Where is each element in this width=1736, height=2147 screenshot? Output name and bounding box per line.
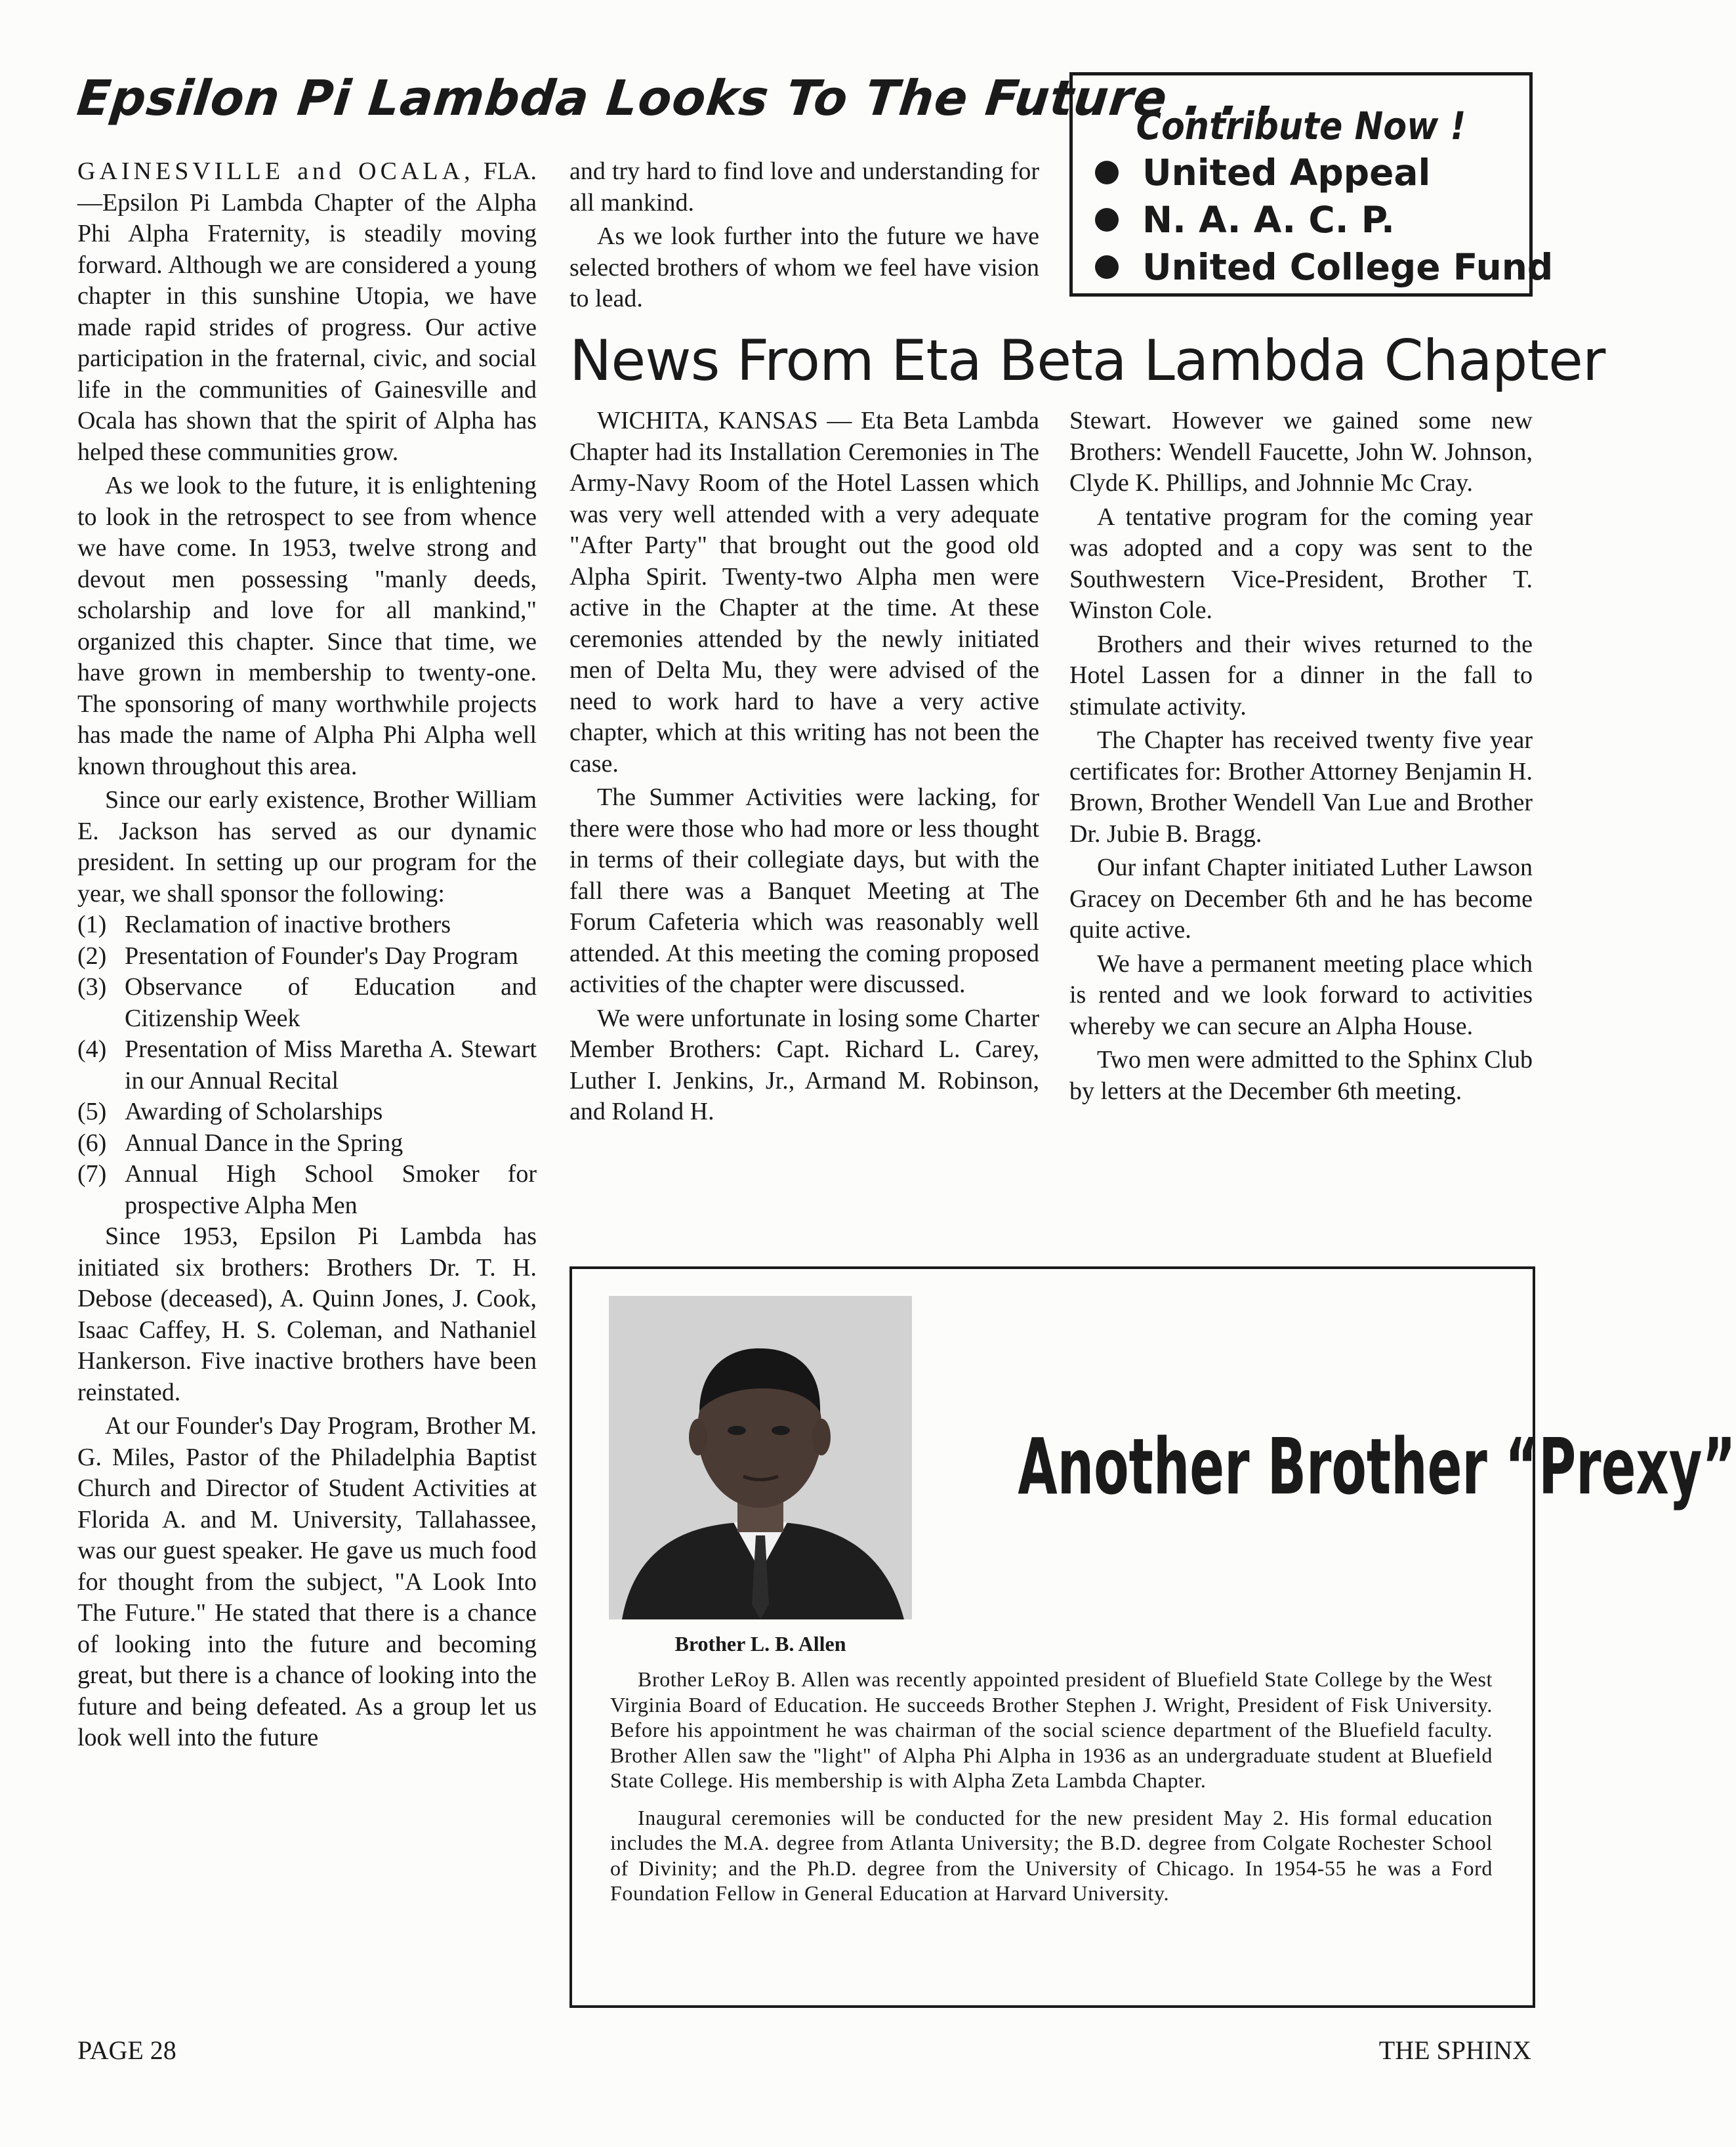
eta-article-column-1	[569, 406, 1039, 1128]
list-number: (7)	[77, 1160, 107, 1188]
appeal-label: United Appeal	[1142, 152, 1431, 194]
article-paragraph: and try hard to find love and understanding for all mankind.	[569, 157, 1039, 217]
list-text: Annual Dance in the Spring	[125, 1129, 403, 1157]
list-number: (5)	[77, 1098, 107, 1125]
article-paragraph: Two men were admitted to the Sphinx Club by letters at the December 6th meeting.	[1069, 1046, 1533, 1105]
page-number: PAGE 28	[77, 2035, 176, 2065]
dateline	[77, 156, 537, 468]
portrait-illustration	[609, 1296, 912, 1619]
eta-beta-lambda-headline: News From Eta Beta Lambda Chapter	[569, 328, 1605, 394]
list-item	[77, 972, 537, 1034]
bullet-icon	[1095, 255, 1119, 279]
eta-article-column-2	[1069, 406, 1533, 1107]
prexy-headline: Another Brother “Prexy”	[1018, 1421, 1736, 1512]
article-paragraph: As we look further into the future we have selected brothers of whom we feel have vision to lead.	[569, 222, 1039, 312]
contribute-now-box	[1069, 72, 1554, 297]
epsilon-pi-lambda-headline: Epsilon Pi Lambda Looks To The Future . . .	[74, 70, 1281, 127]
list-number: (1)	[77, 911, 107, 938]
list-item	[77, 1159, 537, 1221]
list-text: Presentation of Founder's Day Program	[125, 942, 518, 970]
appeal-item	[1095, 149, 1529, 196]
article-paragraph: The Chapter has received twenty five year certificates for: Brother Attorney Benjamin H. Brown, Brother Wendell Van Lue and Brother Dr. Jubie B. Bragg.	[1069, 726, 1533, 848]
list-text: Observance of Education and Citizenship Week	[125, 973, 537, 1032]
list-item	[77, 941, 537, 972]
list-text: Awarding of Scholarships	[125, 1098, 383, 1125]
list-item	[77, 1034, 537, 1096]
appeal-label: United College Fund	[1142, 246, 1554, 288]
list-number: (3)	[77, 973, 107, 1001]
list-number: (6)	[77, 1129, 107, 1157]
list-text: Reclamation of inactive brothers	[125, 911, 451, 938]
list-text: Annual High School Smoker for prospective Alpha Men	[125, 1160, 537, 1219]
article-paragraph: As we look to the future, it is enlightening to look in the retrospect to see from whence we have come. In 1953, twelve strong and devout men possessing "manly deeds, scholarship and love for all mankind," organized this chapter. Since that time, we have grown in membership to twenty-one. The sponsoring of many worthwhile projects has made the name of Alpha Phi Alpha well known throughout this area.	[77, 472, 537, 780]
list-number: (2)	[77, 942, 107, 970]
bullet-icon	[1095, 161, 1119, 184]
article-paragraph: We were unfortunate in losing some Charter Member Brothers: Capt. Richard L. Carey, Luther I. Jenkins, Jr., Armand M. Robinson, and Roland H.	[569, 1004, 1039, 1125]
prexy-article-body	[610, 1667, 1493, 1906]
article-paragraph: A tentative program for the coming year was adopted and a copy was sent to the Southwestern Vice-President, Brother T. Winston Cole.	[1069, 503, 1533, 624]
appeal-label: N. A. A. C. P.	[1142, 199, 1395, 241]
list-item	[77, 909, 537, 941]
article-paragraph: Stewart. However we gained some new Brothers: Wendell Faucette, John W. Johnson, Clyde K. Phillips, and Johnnie Mc Cray.	[1069, 407, 1533, 497]
list-number: (4)	[77, 1035, 107, 1063]
portrait-photo	[609, 1296, 912, 1619]
article-paragraph: Since 1953, Epsilon Pi Lambda has initiated six brothers: Brothers Dr. T. H. Debose (deceased), A. Quinn Jones, J. Cook, Isaac Caffey, H. S. Coleman, and Nathaniel Hankerson. Five inactive brothers have been reinstated.	[77, 1222, 537, 1406]
list-text: Presentation of Miss Maretha A. Stewart in our Annual Recital	[125, 1035, 537, 1094]
program-list	[77, 909, 537, 1221]
list-item	[77, 1128, 537, 1159]
article-paragraph: The Summer Activities were lacking, for there were those who had more or less thought in terms of their collegiate days, but with the fall there was a Banquet Meeting at The Forum Cafeteria which was reasonably well attended. At this meeting the coming proposed activities of the chapter were discussed.	[569, 783, 1039, 998]
epsilon-article-column	[77, 156, 537, 1754]
article-paragraph: Inaugural ceremonies will be conducted for the new president May 2. His formal education includes the M.A. degree from Atlanta University; the B.D. degree from Colgate Rochester School of Divinity; and the Ph.D. degree from the University of Chicago. In 1954-55 he was a Ford Foundation Fellow in General Education at Harvard University.	[610, 1805, 1493, 1905]
magazine-title: THE SPHINX	[1378, 2035, 1531, 2065]
article-paragraph: Our infant Chapter initiated Luther Lawson Gracey on December 6th and he has become quite active.	[1069, 854, 1533, 944]
contribute-title: Contribute Now !	[1136, 104, 1466, 148]
article-paragraph: At our Founder's Day Program, Brother M. G. Miles, Pastor of the Philadelphia Baptist Church and Director of Student Activities at Florida A. and M. University, Tallahassee, was our guest speaker. He gave us much food for thought from the subject, "A Look Into The Future." He stated that there is a chance of looking into the future and becoming great, but there is a chance of looking into the future and being defeated. As a group let us look well into the future	[77, 1412, 537, 1751]
list-item	[77, 1096, 537, 1128]
article-paragraph: WICHITA, KANSAS — Eta Beta Lambda Chapter had its Installation Ceremonies in The Army-Navy Room of the Hotel Lassen which was very well attended with a very adequate "After Party" that brought out the good old Alpha Spirit. Twenty-two Alpha men were active in the Chapter at the time. At these ceremonies attended by the newly initiated men of Delta Mu, they were advised of the need to work hard to have a very active chapter, which at this writing has not been the case.	[569, 407, 1039, 778]
appeal-item	[1095, 243, 1554, 291]
epsilon-article-continuation	[569, 156, 1039, 315]
appeal-item	[1095, 196, 1529, 243]
article-paragraph: FLA.—Epsilon Pi Lambda Chapter of the Alpha Phi Alpha Fraternity, is steadily moving forward. Although we are considered a young chapter in this sunshine Utopia, we have made rapid strides of progress. Our active participation in the fraternal, civic, and social life in the communities of Gainesville and Ocala has shown that the spirit of Alpha has helped these communities grow.	[77, 157, 537, 466]
article-paragraph: Since our early existence, Brother William E. Jackson has served as our dynamic president. In setting up our program for the year, we shall sponsor the following:	[77, 786, 537, 907]
article-paragraph: We have a permanent meeting place which is rented and we look forward to activities whereby we can secure an Alpha House.	[1069, 949, 1533, 1040]
bullet-icon	[1095, 208, 1119, 232]
photo-caption: Brother L. B. Allen	[674, 1632, 846, 1656]
article-paragraph: Brothers and their wives returned to the Hotel Lassen for a dinner in the fall to stimulate activity.	[1069, 630, 1533, 720]
article-paragraph: Brother LeRoy B. Allen was recently appointed president of Bluefield State College by the West Virginia Board of Education. He succeeds Brother Stephen J. Wright, President of Fisk University. Before his appointment he was chairman of the social science department of the Bluefield faculty. Brother Allen saw the "light" of Alpha Phi Alpha in 1936 as an undergraduate student at Bluefield State College. His membership is with Alpha Zeta Lambda Chapter.	[610, 1667, 1493, 1792]
dateline-place: GAINESVILLE and OCALA,	[77, 157, 474, 185]
